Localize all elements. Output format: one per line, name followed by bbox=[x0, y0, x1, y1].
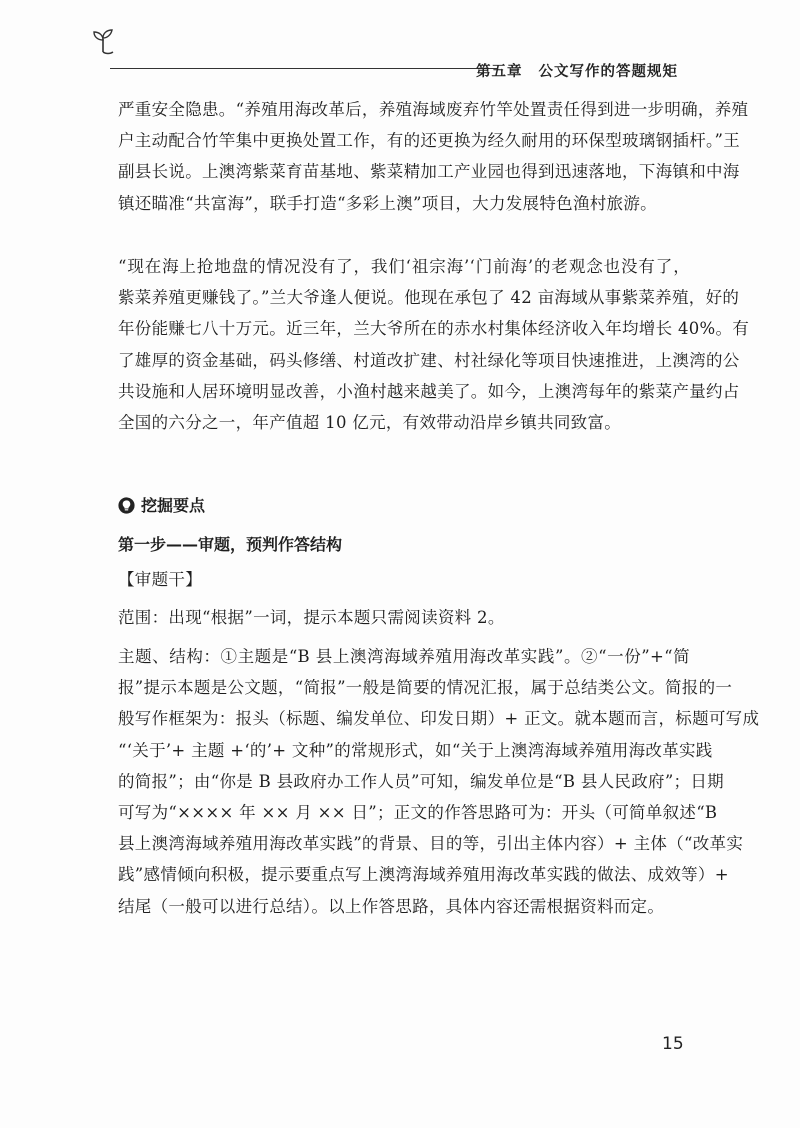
header-title bbox=[476, 60, 678, 81]
lightbulb-icon bbox=[118, 497, 135, 514]
text-line: 紫菜养殖更赚钱了。”兰大爷逢人便说。他现在承包了 42 亩海域从事紫菜养殖，好的 bbox=[118, 288, 740, 308]
text-line: 镇还瞄准“共富海”，联手打造“多彩上澳”项目，大力发展特色渔村旅游。 bbox=[118, 193, 657, 213]
scope-line: 范围：出现“根据”一词，提示本题只需阅读资料 2。 bbox=[118, 608, 505, 627]
text-line: “‘关于’+ 主题 +‘的’+ 文种”的常规形式，如“关于上澳湾海域养殖用海改革实践 bbox=[118, 740, 713, 760]
text-line: 的简报”；由“你是 B 县政府办工作人员”可知，编发单位是“B 县人民政府”；日期 bbox=[118, 771, 724, 791]
text-line: 结尾（一般可以进行总结）。以上作答思路，具体内容还需根据资料而定。 bbox=[118, 896, 665, 916]
text-line: 般写作框架为：报头（标题、编发单位、印发日期）+ 正文。就本题而言，标题可写成 bbox=[118, 709, 760, 729]
text-line: “现在海上抢地盘的情况没有了，我们‘祖宗海’‘门前海’的老观念也没有了， bbox=[118, 257, 690, 276]
text-line: 年份能赚七八十万元。近三年，兰大爷所在的赤水村集体经济收入年均增长 40%。有 bbox=[118, 319, 750, 339]
section-heading-text: 挖掘要点 bbox=[141, 496, 206, 515]
paragraph-3 bbox=[118, 641, 760, 922]
text-line: 践”感情倾向积极，提示要重点写上澳湾海域养殖用海改革实践的做法、成效等）+ bbox=[118, 865, 729, 885]
paragraph-2 bbox=[118, 251, 750, 438]
text-line: 可写为“×××× 年 ×× 月 ×× 日”；正文的作答思路可为：开头（可简单叙述“B bbox=[118, 803, 718, 823]
section-heading bbox=[118, 493, 205, 516]
step-heading: 第一步——审题，预判作答结构 bbox=[118, 535, 343, 554]
text-line: 副县长说。上澳湾紫菜育苗基地、紫菜精加工产业园也得到迅速落地，下海镇和中海 bbox=[118, 162, 740, 182]
paragraph-1 bbox=[118, 94, 749, 219]
sprout-icon bbox=[88, 26, 118, 56]
chapter-title: 公文写作的答题规矩 bbox=[538, 64, 678, 80]
text-line: 报”提示本题是公文题，“简报”一般是简要的情况汇报，属于总结类公文。简报的一 bbox=[118, 678, 733, 698]
text-line: 县上澳湾海域养殖用海改革实践”的背景、目的等，引出主体内容）+ 主体（“改革实 bbox=[118, 834, 744, 854]
chapter-label: 第五章 bbox=[476, 64, 523, 80]
running-header bbox=[88, 26, 708, 80]
text-line: 主题、结构：①主题是“B 县上澳湾海域养殖用海改革实践”。②“一份”+“简 bbox=[118, 647, 690, 666]
text-line: 全国的六分之一，年产值超 10 亿元，有效带动沿岸乡镇共同致富。 bbox=[118, 413, 622, 433]
page-number: 15 bbox=[662, 1034, 684, 1054]
bracket-label: 【审题干】 bbox=[118, 570, 202, 589]
text-line: 共设施和人居环境明显改善，小渔村越来越美了。如今，上澳湾每年的紫菜产量约占 bbox=[118, 381, 740, 401]
text-line: 严重安全隐患。“养殖用海改革后，养殖海域废弃竹竿处置责任得到进一步明确，养殖 bbox=[118, 100, 749, 119]
text-line: 了雄厚的资金基础，码头修缮、村道改扩建、村社绿化等项目快速推进，上澳湾的公 bbox=[118, 350, 740, 370]
text-line: 户主动配合竹竿集中更换处置工作，有的还更换为经久耐用的环保型玻璃钢插杆。”王 bbox=[118, 131, 741, 151]
header-rule bbox=[110, 68, 498, 69]
